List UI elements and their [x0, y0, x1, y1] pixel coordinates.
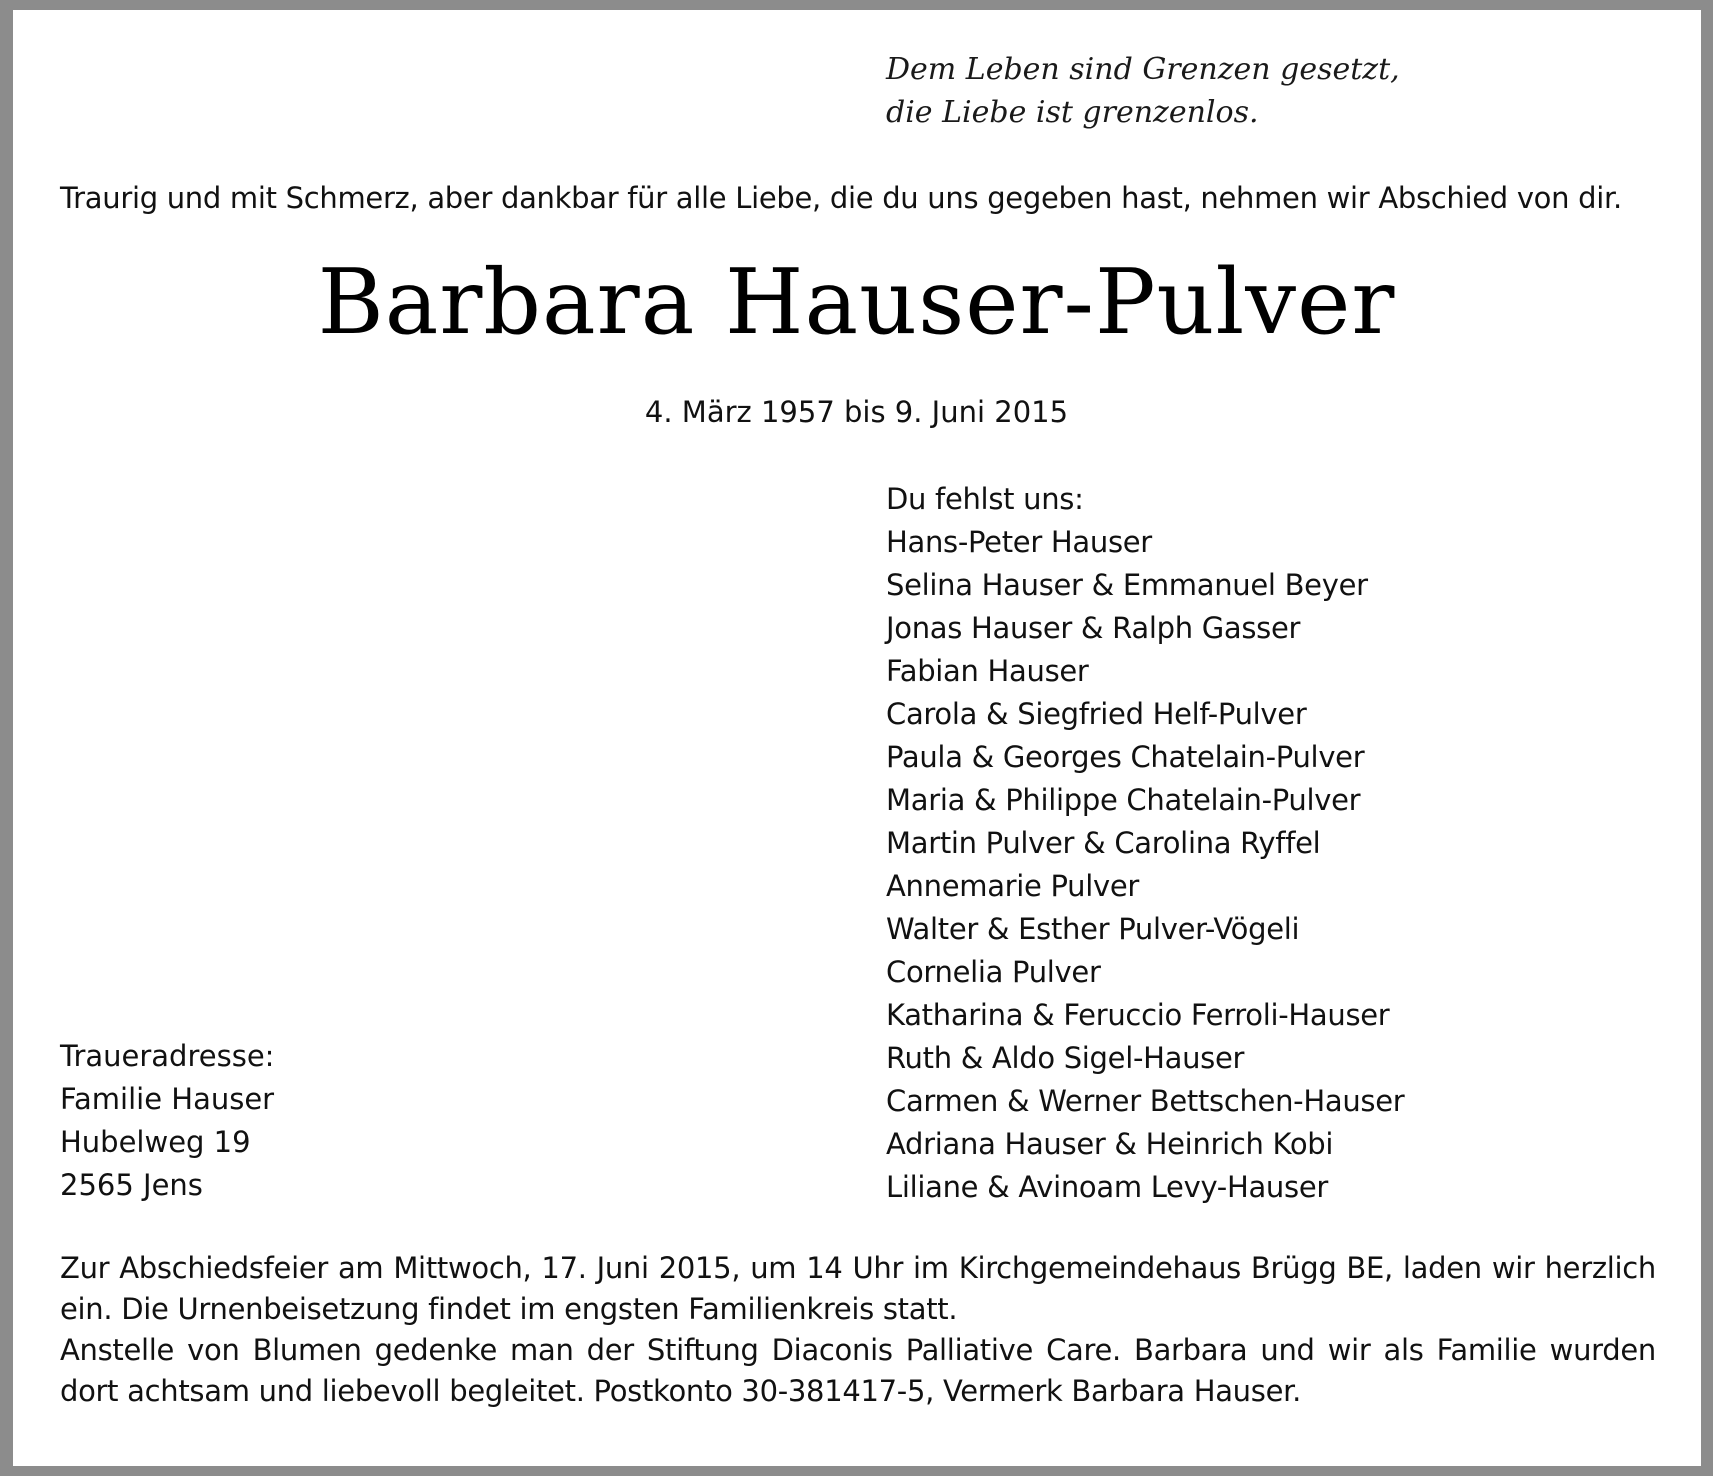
family-member: Fabian Hauser — [886, 654, 1089, 688]
family-member: Selina Hauser & Emmanuel Beyer — [886, 568, 1368, 602]
family-list — [886, 478, 1404, 1209]
family-member: Ruth & Aldo Sigel-Hauser — [886, 1041, 1245, 1075]
family-member: Walter & Esther Pulver-Vögeli — [886, 912, 1300, 946]
family-heading: Du fehlst uns: — [886, 482, 1084, 516]
ceremony-notice — [60, 1248, 1656, 1412]
ceremony-text: Zur Abschiedsfeier am Mittwoch, 17. Juni 2015, um 14 Uhr im Kirchgemeindehaus Brügg BE, laden wir herzlich ein. Die Urnenbeisetzung findet im engsten Familienkreis statt. — [60, 1251, 1656, 1326]
motto-quote — [886, 48, 1400, 134]
family-member: Carmen & Werner Bettschen-Hauser — [886, 1084, 1405, 1118]
family-member: Adriana Hauser & Heinrich Kobi — [886, 1127, 1334, 1161]
address-label: Traueradresse: — [60, 1039, 275, 1073]
deceased-name: Barbara Hauser-Pulver — [317, 250, 1396, 355]
family-member: Katharina & Feruccio Ferroli-Hauser — [886, 998, 1390, 1032]
family-member: Jonas Hauser & Ralph Gasser — [886, 611, 1301, 645]
family-member: Liliane & Avinoam Levy-Hauser — [886, 1170, 1328, 1204]
address-city: 2565 Jens — [60, 1168, 203, 1202]
family-member: Carola & Siegfried Helf-Pulver — [886, 697, 1307, 731]
address-street: Hubelweg 19 — [60, 1125, 251, 1159]
motto-line: die Liebe ist grenzenlos. — [886, 95, 1259, 130]
life-dates: 4. März 1957 bis 9. Juni 2015 — [644, 395, 1069, 429]
intro-text: Traurig und mit Schmerz, aber dankbar für alle Liebe, die du uns gegeben hast, nehmen wir Abschied von dir. — [60, 181, 1622, 215]
family-member: Maria & Philippe Chatelain-Pulver — [886, 783, 1361, 817]
motto-line: Dem Leben sind Grenzen gesetzt, — [886, 52, 1400, 87]
mourning-address — [60, 1035, 274, 1207]
family-member: Cornelia Pulver — [886, 955, 1101, 989]
address-name: Familie Hauser — [60, 1082, 275, 1116]
family-member: Martin Pulver & Carolina Ryffel — [886, 826, 1321, 860]
family-member: Paula & Georges Chatelain-Pulver — [886, 740, 1365, 774]
donation-text: Anstelle von Blumen gedenke man der Stiftung Diaconis Palliative Care. Barbara und wir als Familie wurden dort achtsam und liebevoll begleitet. Postkonto 30-381417-5, Vermerk Barbara Hauser. — [60, 1333, 1656, 1408]
family-member: Annemarie Pulver — [886, 869, 1140, 903]
family-member: Hans-Peter Hauser — [886, 525, 1152, 559]
